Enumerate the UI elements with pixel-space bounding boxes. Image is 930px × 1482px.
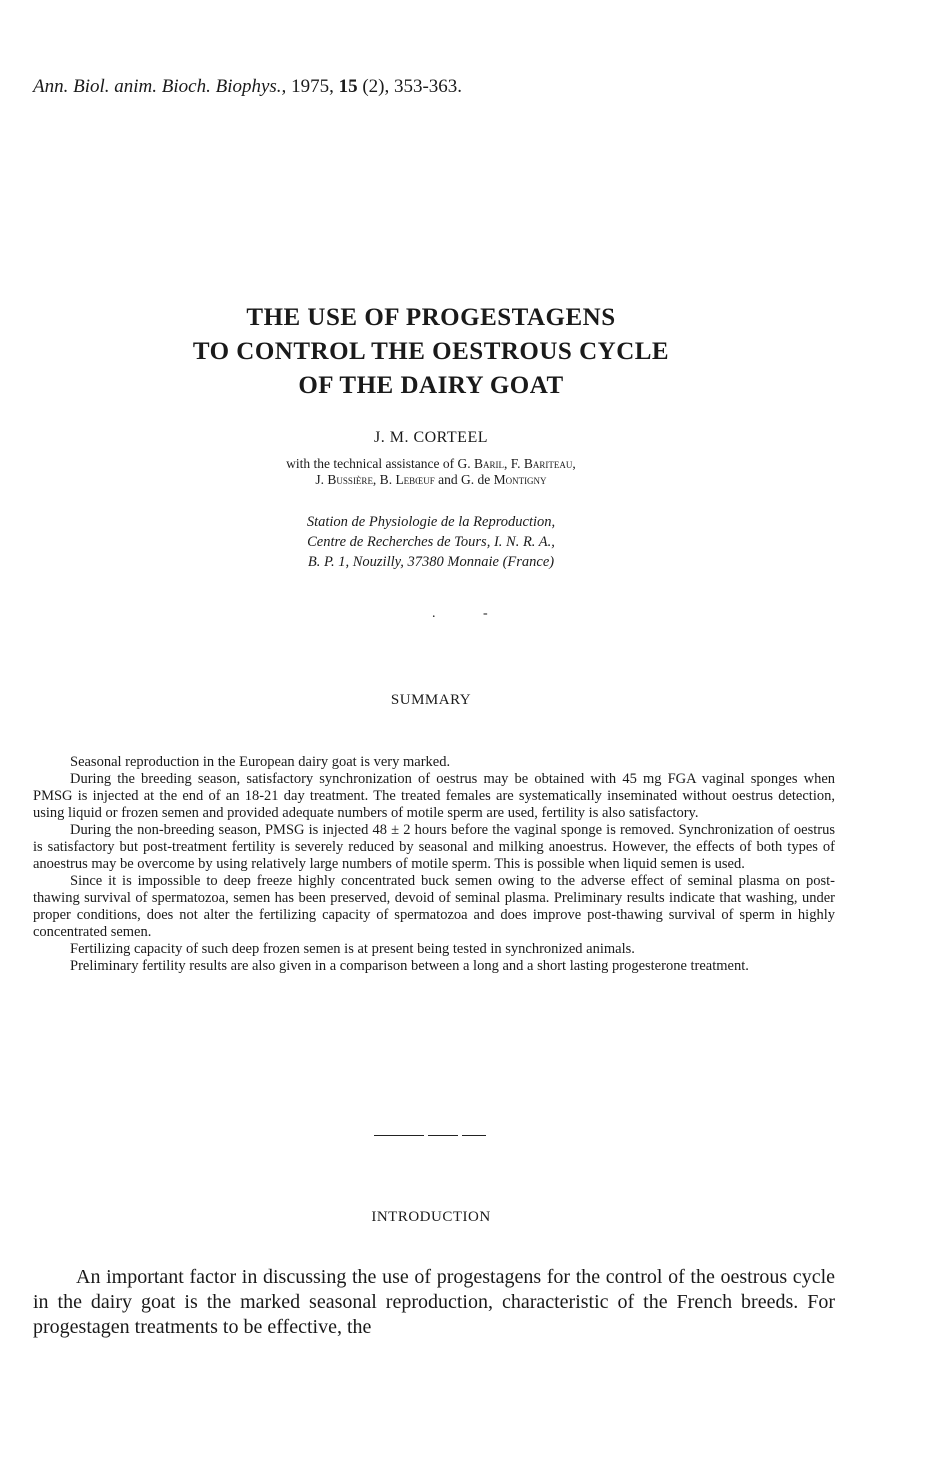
introduction-paragraph: An important factor in discussing the use of progestagens for the control of the oestrous cycle in the dairy goat is the marked seasonal reproduction, characteristic of the French breeds. For progestagen treatments to be effective, the [33, 1266, 835, 1338]
assistant-names: G. Baril, F. Bariteau, [457, 456, 576, 471]
summary-paragraph: Since it is impossible to deep freeze highly concentrated buck semen owing to the adverse effect of seminal plasma on post-thawing survival of spermatozoa, semen has been preserved, devoid of seminal plasma. Preliminary results indicate that washing, under proper conditions, does not alter the fertilizing capacity of spermatozoa and does improve post-thawing survival of sperm in highly concentrated semen. [33, 873, 835, 940]
technical-assistance [0, 456, 862, 488]
journal-name: Ann. Biol. anim. Bioch. Biophys., [33, 76, 287, 97]
article-title [0, 301, 862, 403]
section-divider [428, 1135, 458, 1136]
title-line: THE USE OF PROGESTAGENS [246, 304, 616, 331]
citation-volume: 15 [338, 76, 358, 97]
affiliation-line: B. P. 1, Nouzilly, 37380 Monnaie (France) [307, 554, 555, 570]
summary-paragraph: Seasonal reproduction in the European dairy goat is very marked. [70, 754, 451, 770]
section-divider [374, 1135, 424, 1136]
section-divider [462, 1135, 486, 1136]
assistant-names: Montigny [493, 472, 547, 487]
summary-text [33, 754, 835, 975]
citation-pages: 353-363. [393, 76, 463, 97]
summary-paragraph: During the breeding season, satisfactory synchronization of oestrus may be obtained with 45 mg FGA vaginal sponges when PMSG is injected at the end of an 18-21 day treatment. The treated females are systematically inseminated without oestrus detection, using liquid or frozen semen and provided adequate numbers of motile sperm are used, fertility is also satisfactory. [33, 771, 835, 821]
assistant-names: J. Bussière, B. Lebœuf [315, 472, 435, 487]
introduction-heading: INTRODUCTION [371, 1209, 491, 1225]
author-name: J. M. CORTEEL [374, 429, 488, 446]
assistance-and: and G. de [434, 472, 494, 487]
scan-mark: . [432, 606, 436, 621]
introduction-text [33, 1265, 835, 1340]
citation-issue: (2), [362, 76, 390, 97]
summary-paragraph: Fertilizing capacity of such deep frozen semen is at present being tested in synchronized animals. [70, 941, 635, 957]
scan-mark: - [483, 606, 488, 621]
summary-paragraph: Preliminary fertility results are also given in a comparison between a long and a short lasting progesterone treatment. [70, 958, 749, 974]
summary-paragraph: During the non-breeding season, PMSG is injected 48 ± 2 hours before the vaginal sponge is removed. Synchronization of oestrus is satisfactory but post-treatment fertility is severely reduced by seasonal and milking anoestrus. However, the effects of both types of anoestrus may be overcome by using relatively large numbers of motile sperm. This is possible when liquid semen is used. [33, 822, 835, 872]
citation-year: 1975, [291, 76, 334, 97]
title-line: TO CONTROL THE OESTROUS CYCLE [192, 338, 670, 365]
assistance-prefix: with the technical assistance of [286, 456, 458, 471]
journal-citation [33, 76, 462, 98]
affiliation-line: Centre de Recherches de Tours, I. N. R. A., [307, 534, 555, 550]
summary-heading: SUMMARY [390, 692, 472, 708]
affiliation-line: Station de Physiologie de la Reproduction, [306, 514, 556, 530]
title-line: OF THE DAIRY GOAT [298, 372, 564, 399]
affiliation [0, 512, 862, 572]
